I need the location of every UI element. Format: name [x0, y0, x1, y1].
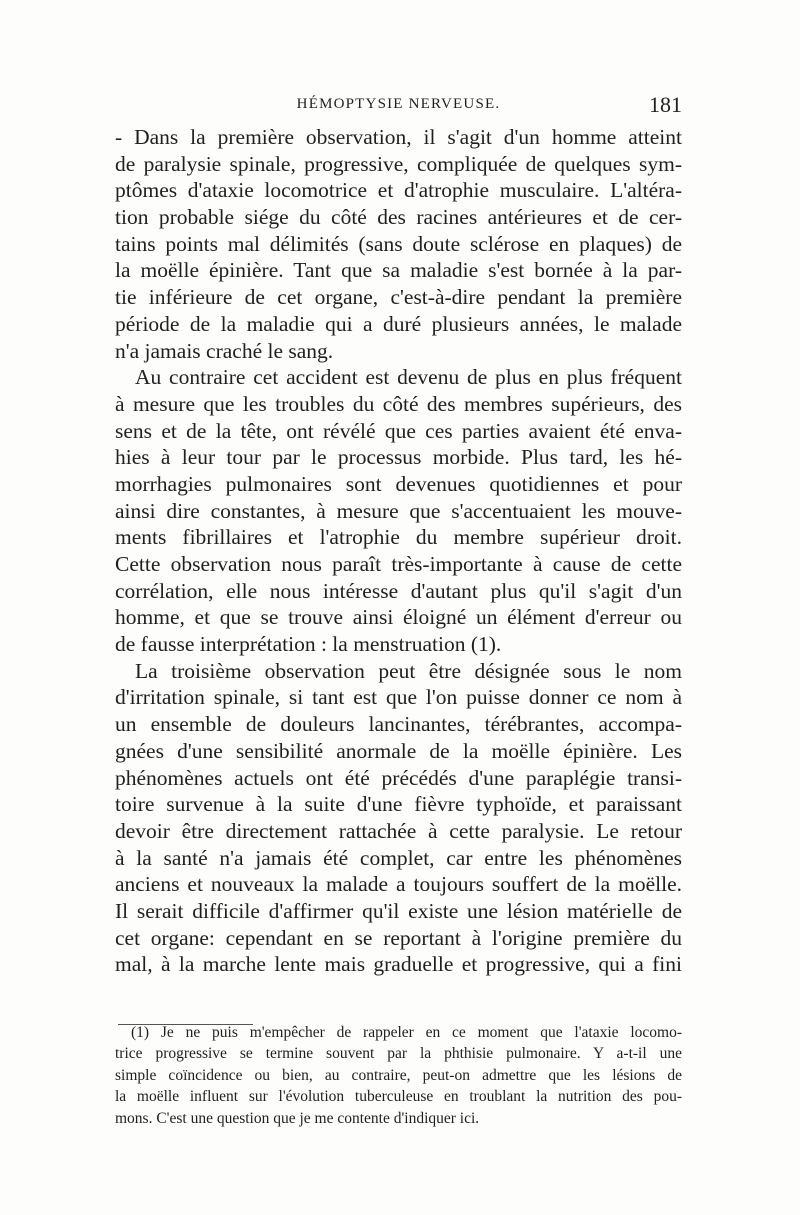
footnote-line: simple coïncidence ou bien, au contraire, peut-on admettre que les lésions de — [115, 1066, 682, 1084]
footnote-line: la moëlle influent sur l'évolution tuberculeuse en troublant la nutrition des pou- — [115, 1088, 682, 1106]
footnote-line: (1) Je ne puis m'empêcher de rappeler en ce moment que l'ataxie locomo- — [131, 1024, 682, 1041]
text-line: ments fibrillaires et l'atrophie du membre supérieur droit. — [115, 525, 682, 550]
text-line: à la santé n'a jamais été complet, car entre les phénomènes — [115, 845, 682, 870]
text-line: anciens et nouveaux la malade a toujours souffert de la moëlle. — [115, 872, 682, 897]
text-line: période de la maladie qui a duré plusieurs années, le malade — [115, 311, 682, 336]
text-line: Il serait difficile d'affirmer qu'il existe une lésion matérielle de — [115, 898, 682, 923]
text-line: tie inférieure de cet organe, c'est-à-dire pendant la première — [115, 285, 682, 310]
footnote-line: mons. C'est une question que je me contente d'indiquer ici. — [115, 1109, 480, 1127]
text-line: toire survenue à la suite d'une fièvre typhoïde, et paraissant — [115, 792, 682, 817]
text-line: tion probable siége du côté des racines antérieures et de cer- — [115, 205, 682, 230]
text-line: n'a jamais craché le sang. — [115, 338, 334, 363]
footnote — [115, 1022, 682, 1129]
text-line: la moëlle épinière. Tant que sa maladie s'est bornée à la par- — [115, 258, 682, 283]
text-line: Cette observation nous paraît très-importante à cause de cette — [115, 552, 682, 576]
text-line: d'irritation spinale, si tant est que l'on puisse donner ce nom à — [115, 685, 682, 710]
text-line: corrélation, elle nous intéresse d'autant plus qu'il s'agit d'un — [115, 578, 682, 603]
text-line: mal, à la marche lente mais graduelle et progressive, qui a fini — [115, 952, 682, 977]
text-line: de paralysie spinale, progressive, compliquée de quelques sym- — [115, 151, 682, 176]
text-line: devoir être directement rattachée à cette paralysie. Le retour — [115, 818, 682, 843]
text-line: phénomènes actuels ont été précédés d'une paraplégie transi- — [115, 765, 682, 790]
text-line: de fausse interprétation : la menstruation (1). — [115, 632, 502, 657]
text-line: hies à leur tour par le processus morbide. Plus tard, les hé- — [115, 445, 682, 470]
text-line: ptômes d'ataxie locomotrice et d'atrophie musculaire. L'altéra- — [115, 178, 682, 203]
text-line: Au contraire cet accident est devenu de plus en plus fréquent — [135, 365, 682, 390]
text-line: tains points mal délimités (sans doute sclérose en plaques) de — [115, 231, 682, 256]
text-line: homme, et que se trouve ainsi éloigné un élément d'erreur ou — [115, 605, 682, 630]
text-line: La troisième observation peut être désignée sous le nom — [135, 658, 682, 683]
running-head: HÉMOPTYSIE NERVEUSE. — [296, 96, 501, 112]
main-text — [115, 124, 682, 978]
text-line: sens et de la tête, ont révélé que ces parties avaient été enva- — [115, 418, 682, 443]
page-number: 181 — [649, 92, 682, 117]
text-line: à mesure que les troubles du côté des membres supérieurs, des — [115, 391, 682, 416]
text-line: cet organe: cependant en se reportant à l'origine première du — [115, 925, 682, 950]
text-line: morrhagies pulmonaires sont devenues quotidiennes et pour — [115, 471, 682, 496]
footnote-line: trice progressive se termine souvent par la phthisie pulmonaire. Y a-t-il une — [115, 1045, 682, 1063]
text-line: ainsi dire constantes, à mesure que s'accentuaient les mouve- — [115, 498, 682, 523]
text-line: - Dans la première observation, il s'agit d'un homme atteint — [115, 125, 682, 149]
text-line: gnées d'une sensibilité anormale de la moëlle épinière. Les — [115, 738, 682, 763]
text-line: un ensemble de douleurs lancinantes, térébrantes, accompa- — [115, 712, 682, 737]
page-header — [115, 92, 682, 118]
